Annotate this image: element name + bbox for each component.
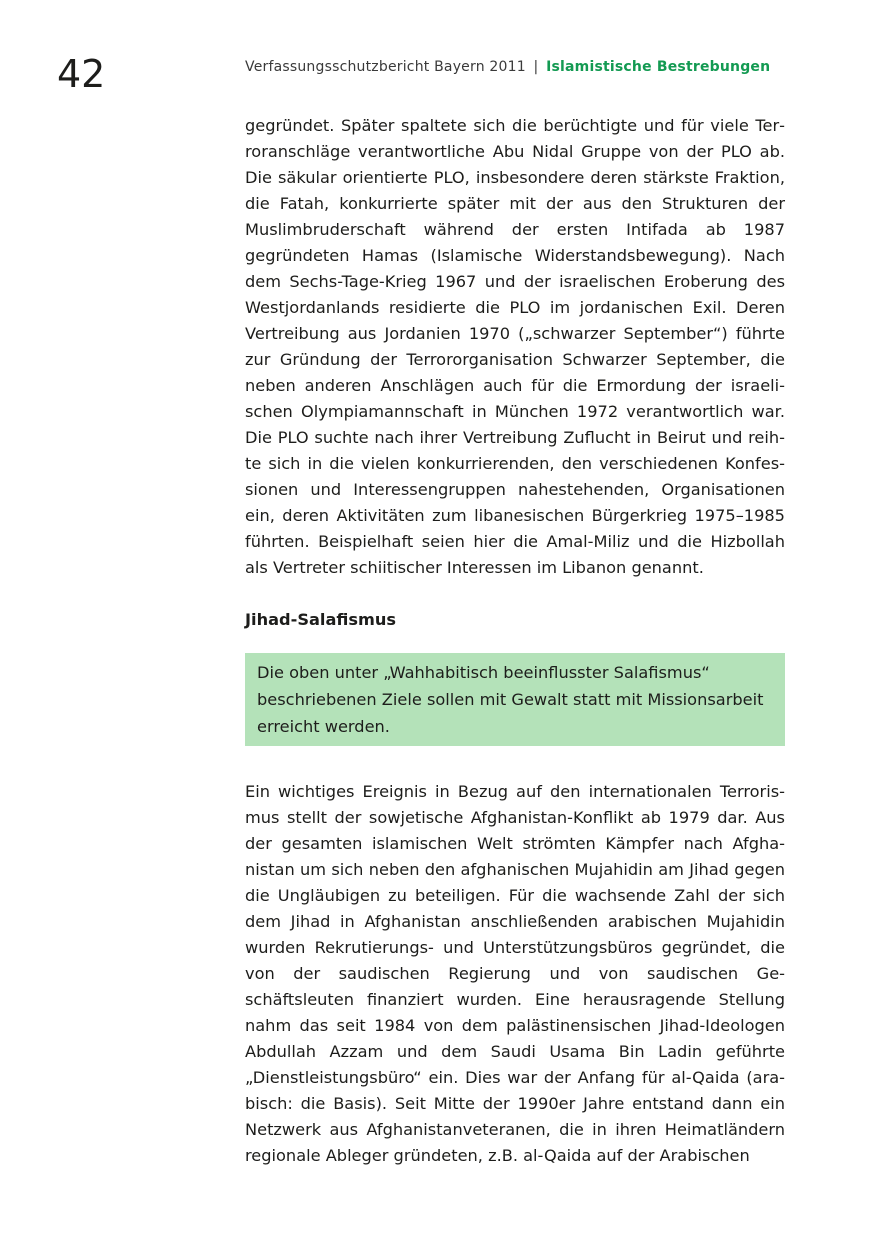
paragraph-plo-history: gegründet. Später spaltete sich die berüchtigte und für viele Terroranschläge verantwortliche Abu Nidal Gruppe von der PLO ab. Die säkular orientierte PLO, insbesondere deren stärkste Fraktion, die Fatah, konkurrierte später mit der aus den Strukturen der Muslimbruderschaft während der ersten Intifada ab 1987 gegründeten Hamas (Islamische Widerstandsbewegung). Nach dem Sechs-Tage-Krieg 1967 und der israelischen Eroberung des Westjordanlands residierte die PLO im jordanischen Exil. Deren Vertreibung aus Jordanien 1970 („schwarzer September“) führte zur Gründung der Terrororganisation Schwarzer September, die neben anderen Anschlägen auch für die Ermordung der israelischen Olympiamannschaft in München 1972 verantwortlich war. Die PLO suchte nach ihrer Vertreibung Zuflucht in Beirut und reihte sich in die vielen konkurrierenden, den verschiedenen Konfessionen und Interessengruppen nahestehenden, Organisationen ein, deren Aktivitäten zum libanesischen Bürgerkrieg 1975–1985 führten. Beispielhaft seien hier die Amal-Miliz und die Hizbollah als Vertreter schiitischer Interessen im Libanon genannt. [245,116,785,577]
paragraph-afghanistan-conflict: Ein wichtiges Ereignis in Bezug auf den internationalen Terrorismus stellt der sowjetische Afghanistan-Konflikt ab 1979 dar. Aus der gesamten islamischen Welt strömten Kämpfer nach Afghanistan um sich neben den afghanischen Mujahidin am Jihad gegen die Ungläubigen zu beteiligen. Für die wachsende Zahl der sich dem Jihad in Afghanistan anschließenden arabischen Mujahidin wurden Rekrutierungs- und Unterstützungsbüros gegründet, die von der saudischen Regierung und von saudischen Geschäftsleuten finanziert wurden. Eine herausragende Stellung nahm das seit 1984 von dem palästinensischen Jihad-Ideologen Abdullah Azzam und dem Saudi Usama Bin Ladin geführte „Dienstleistungsbüro“ ein. Dies war der Anfang für al-Qaida (arabisch: die Basis). Seit Mitte der 1990er Jahre entstand dann ein Netzwerk aus Afghanistanveteranen, die in ihren Heimatländern regionale Ableger gründeten, z.B. al-Qaida auf der Arabischen [245,782,785,1165]
body-text [245,113,785,1169]
report-title: Verfassungsschutzbericht Bayern 2011 [245,59,526,75]
header-separator: | [533,59,539,75]
section-title: Islamistische Bestrebungen [546,59,771,75]
running-header [245,57,770,77]
page-number: 42 [57,52,106,96]
summary-callout-box: Die oben unter „Wahhabitisch beeinflusster Salafismus“ beschriebenen Ziele sollen mit Gewalt statt mit Missionsarbeit erreicht werden. [245,653,785,746]
section-heading: Jihad-Salafismus [245,610,397,629]
